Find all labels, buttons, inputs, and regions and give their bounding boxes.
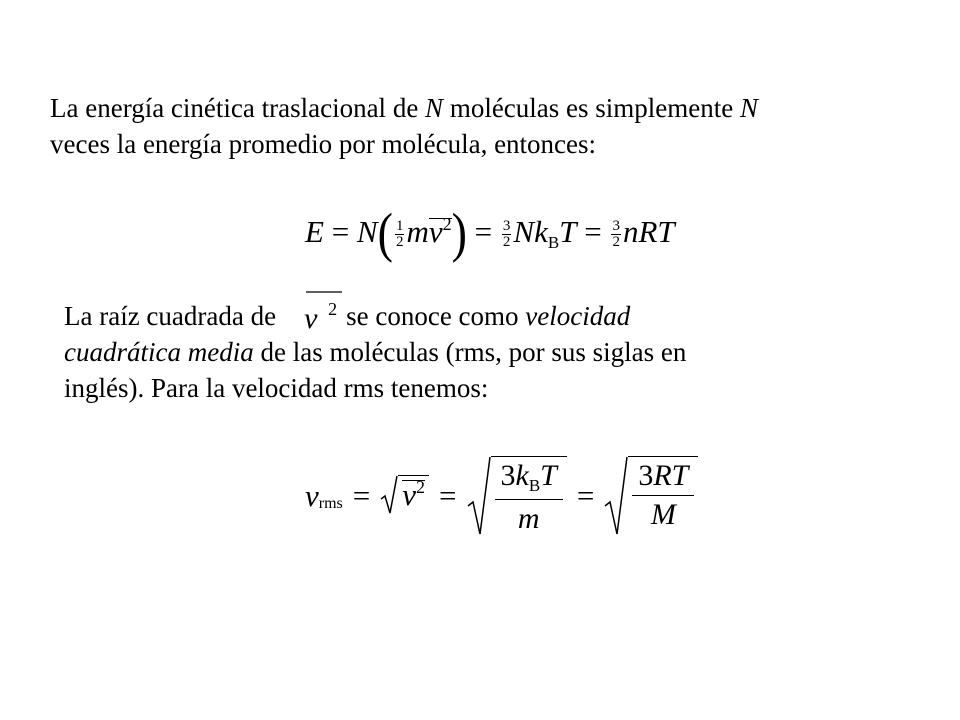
radical-sign [380, 475, 398, 515]
text-segment: se conoce como [346, 301, 526, 331]
equation-rms-velocity [305, 456, 698, 536]
equals-sign: = [474, 214, 493, 249]
variable-N: N [739, 93, 758, 123]
radical-sign [604, 456, 628, 536]
radicand [491, 456, 567, 536]
symbol-R: R [653, 459, 672, 492]
exponent: 2 [416, 476, 426, 497]
symbol-T: T [657, 214, 675, 249]
symbol-v: v [428, 214, 443, 249]
symbol-R: R [638, 214, 658, 249]
numerator: 3 [612, 218, 620, 235]
exponent: 2 [328, 299, 338, 319]
subscript-rms: rms [318, 495, 343, 512]
overline-v-squared [402, 476, 425, 518]
symbol-T: T [559, 214, 577, 249]
paragraph-kinetic-energy [50, 90, 758, 162]
numerator: 3 [502, 218, 511, 235]
subscript-B: B [528, 476, 541, 495]
term-velocidad: velocidad [525, 301, 631, 331]
text-segment: La raíz cuadrada de [64, 301, 277, 331]
symbol-v: v [304, 302, 318, 335]
exponent: 2 [442, 214, 452, 234]
symbol-E: E [305, 214, 324, 249]
equals-sign: = [331, 214, 350, 249]
overline-v-squared [429, 214, 452, 250]
subscript-B: B [547, 233, 560, 252]
variable-N: N [425, 93, 444, 123]
numerator [632, 457, 694, 496]
symbol-n: n [622, 214, 639, 249]
denominator: m [517, 502, 540, 535]
symbol-N: N [356, 214, 378, 249]
numerator [495, 457, 563, 500]
denominator: 2 [502, 234, 511, 251]
paragraph-rms-definition [64, 298, 686, 406]
inline-v-bar-squared [276, 299, 346, 335]
term-cuadratica-media: cuadrática media [64, 337, 254, 367]
equals-sign: = [576, 478, 595, 513]
fraction-three-halves [611, 219, 621, 250]
numerator: 1 [395, 218, 404, 235]
symbol-N: N [513, 214, 535, 249]
radicand [398, 475, 429, 518]
symbol-T: T [671, 459, 689, 492]
text-segment: inglés). Para la velocidad rms tenemos: [64, 373, 489, 403]
equals-sign: = [439, 478, 457, 513]
fraction-half [395, 219, 405, 250]
text-segment: moléculas es simplemente [443, 93, 740, 123]
denominator: 2 [395, 234, 404, 251]
equals-sign: = [352, 478, 371, 513]
right-paren: ) [451, 201, 467, 264]
radical-sign [467, 456, 491, 536]
fraction-three-halves [502, 219, 512, 250]
radicand [628, 456, 698, 536]
fraction-3RT-M [632, 457, 694, 532]
left-paren: ( [377, 201, 393, 264]
equals-sign: = [584, 214, 602, 249]
coefficient: 3 [500, 459, 516, 492]
coefficient: 3 [638, 459, 654, 492]
symbol-m: m [406, 214, 429, 249]
denominator: 2 [612, 234, 620, 251]
sqrt-3kT-over-m [467, 456, 567, 536]
text-segment: veces la energía promedio por molécula, entonces: [50, 129, 597, 159]
text-segment: de las moléculas (rms, por sus siglas en [253, 337, 687, 367]
symbol-k: k [534, 214, 548, 249]
denominator: M [650, 498, 676, 531]
symbol-v: v [402, 476, 417, 512]
equation-total-energy [305, 201, 675, 264]
text-segment: La energía cinética traslacional de [50, 93, 426, 123]
sqrt-v-bar-squared [380, 475, 429, 518]
fraction-3kT-m [495, 457, 563, 536]
sqrt-3RT-over-M [604, 456, 698, 536]
symbol-T: T [540, 459, 557, 492]
symbol-k: k [515, 459, 529, 492]
symbol-v: v [305, 478, 319, 513]
